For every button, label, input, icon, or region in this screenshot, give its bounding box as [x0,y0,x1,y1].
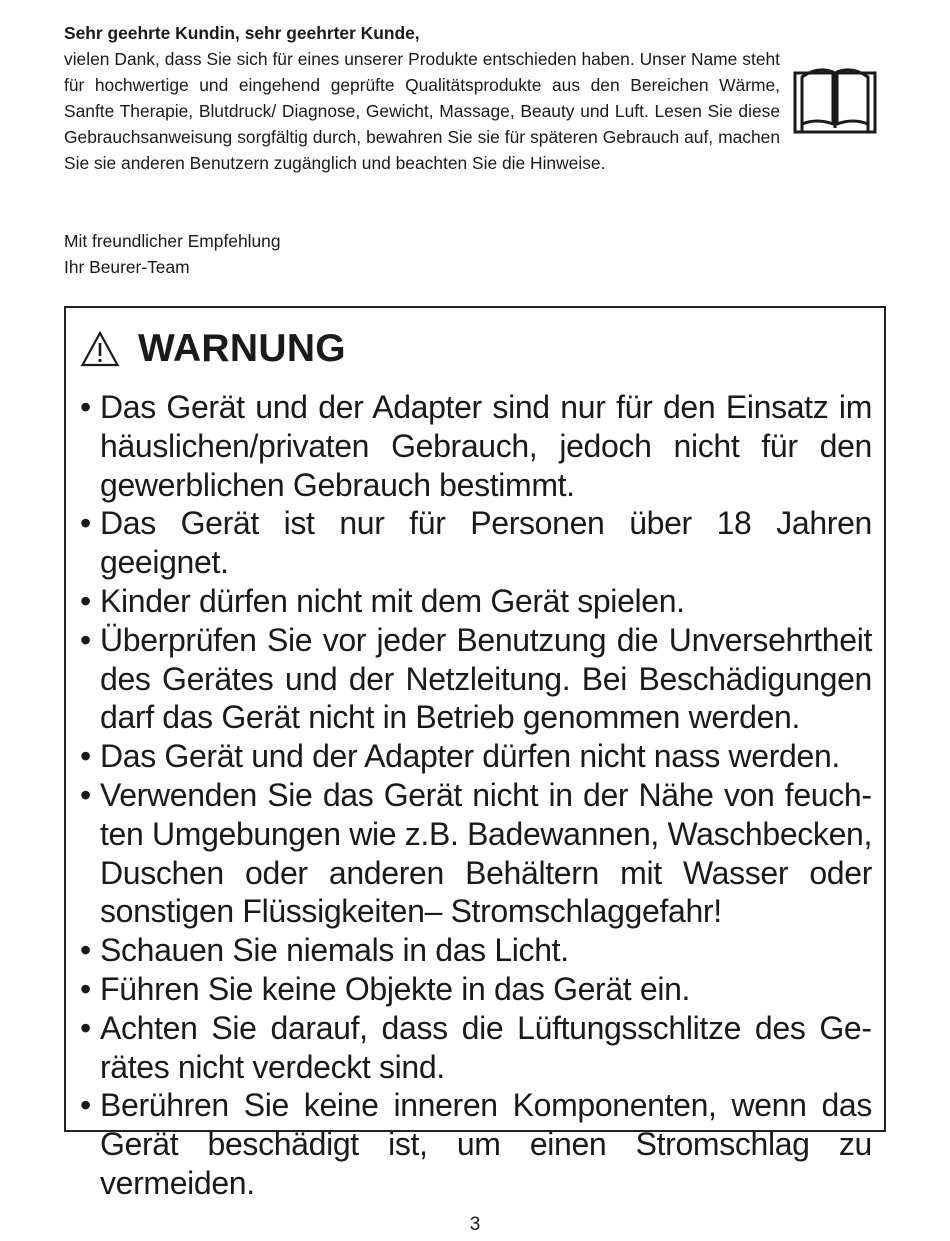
bullet-icon: • [80,932,91,969]
bullet-icon: • [80,621,91,658]
bullet-icon: • [80,738,91,775]
bullet-icon: • [80,389,91,425]
warning-triangle-icon [80,330,120,368]
warning-item-text: Das Gerät und der Adapter dürfen nicht nass werden. [100,738,840,775]
warning-list [80,388,872,1203]
intro-section [64,20,780,176]
bullet-icon: • [80,776,91,813]
warning-item-text: Führen Sie keine Objekte in das Gerät ein. [100,970,691,1007]
warning-item-text: Berühren Sie keine inneren Komponenten, wenn das Gerät beschädigt ist, um einen Stromschlag zu vermeiden. [100,1087,872,1201]
closing-greeting: Mit freundlicher Empfehlung [64,231,281,251]
warning-item-text: Achten Sie darauf, dass die Lüftungsschlitze des Gerätes nicht verdeckt sind. [100,1009,872,1085]
warning-item-text: Überprüfen Sie vor jeder Benutzung die Unversehrtheit des Gerätes und der Netzleitung. Bei Beschädigungen darf das Gerät nicht in Betrieb genommen werden. [100,621,872,736]
warning-item [80,621,872,737]
bullet-icon: • [80,970,91,1007]
closing-signature: Ihr Beurer-Team [64,257,190,277]
book-icon [793,64,877,134]
warning-item [80,776,872,931]
bullet-icon: • [80,505,91,542]
warning-item-text: Kinder dürfen nicht mit dem Gerät spielen. [100,582,685,619]
page-number: 3 [469,1214,481,1235]
warning-item [80,970,872,1009]
bullet-icon: • [80,1009,91,1046]
warning-item [80,931,872,970]
warning-item-text: Das Gerät und der Adapter sind nur für den Einsatz im häuslichen/privaten Gebrauch, jedoch nicht für den gewerblichen Gebrauch bestimmt. [100,389,872,503]
warning-box [64,306,886,1201]
warning-item [80,1009,872,1087]
warning-title: WARNUNG [138,327,346,370]
closing-section [64,228,281,280]
warning-item-text: Das Gerät ist nur für Personen über 18 Jahren geeignet. [100,505,872,581]
warning-item [80,737,872,776]
warning-item-text: Schauen Sie niemals in das Licht. [100,932,569,969]
warning-item [80,504,872,582]
warning-header [80,318,872,380]
bullet-icon: • [80,1087,91,1124]
warning-item-text: Verwenden Sie das Gerät nicht in der Nähe von feuchten Umgebungen wie z.B. Badewannen, Waschbecken, Duschen oder anderen Behältern mit Wasser oder sonstigen Flüssigkeiten– Stromschlaggefahr! [100,776,872,930]
warning-item [80,388,872,504]
warning-item [80,1086,872,1202]
bullet-icon: • [80,582,91,619]
intro-text: vielen Dank, dass Sie sich für eines unserer Produkte entschieden haben. Unser Name steht für hochwertige und eingehend geprüfte Qualitätsprodukte aus den Bereichen Wärme, Sanfte Therapie, Blutdruck/ Diagnose, Gewicht, Massage, Beauty und Luft. Lesen Sie diese Gebrauchsanweisung sorgfältig durch, bewahren Sie sie für späteren Gebrauch auf, machen Sie sie anderen Benutzern zugänglich und beachten Sie die Hinweise. [64,49,780,173]
salutation: Sehr geehrte Kundin, sehr geehrter Kunde, [64,23,420,43]
warning-item [80,582,872,621]
